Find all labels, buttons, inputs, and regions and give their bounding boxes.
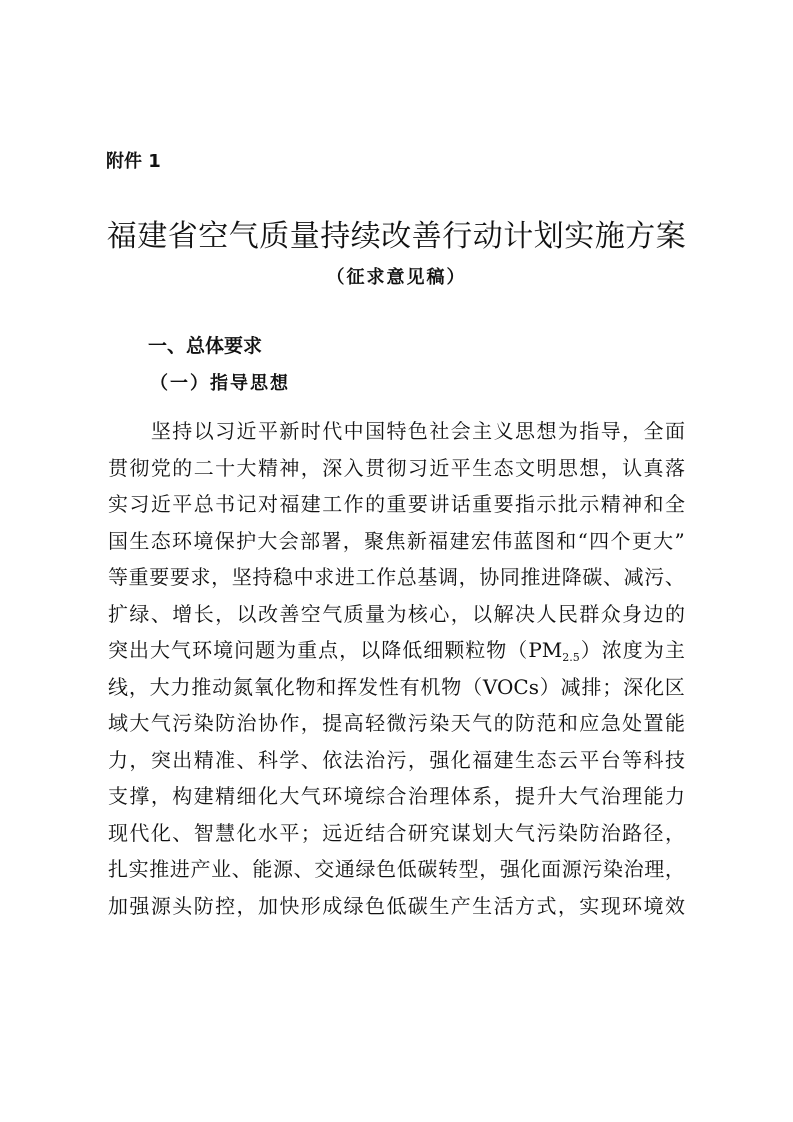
document-title: 福建省空气质量持续改善行动计划实施方案 [106,219,687,254]
body-line: 等 重 要 要 求 ， 坚 持 稳 中 求 进 工 作 总 基 调 ， 协 同 推 进 降 碳 、 减 污 、 [108,565,685,589]
body-line: 加 强 源 头 防 控 ， 加 快 形 成 绿 色 低 碳 生 产 生 活 方 式 ， 实 现 环 境 效 [108,893,685,918]
document-subtitle: （征求意见稿） [326,267,467,288]
body-line: 力 ， 突 出 精 准 、 科 学 、 依 法 治 污 ， 强 化 福 建 生 态 云 平 台 等 科 技 [108,747,685,772]
section-heading: 一、总体要求 [148,335,263,357]
body-line: 扩 绿 、 增 长 ， 以 改 善 空 气 质 量 为 核 心 ， 以 解 决 人 民 群 众 身 边 的 [108,601,685,626]
attachment-label: 附件 1 [106,151,161,172]
body-paragraph [108,413,685,924]
body-line: 现 代 化 、 智 慧 化 水 平 ； 远 近 结 合 研 究 谋 划 大 气 污 染 防 治 路 径 ， [108,820,685,845]
body-line: 国 生 态 环 境 保 护 大 会 部 署 ， 聚 焦 新 福 建 宏 伟 蓝 图 和 “ 四 个 更 大 ” [108,528,685,553]
body-line: 支 撑 ， 构 建 精 细 化 大 气 环 境 综 合 治 理 体 系 ， 提 升 大 气 治 理 能 力 [108,784,685,808]
subsection-heading: （一）指导思想 [150,373,290,394]
body-line: 扎 实 推 进 产 业 、 能 源 、 交 通 绿 色 低 碳 转 型 ， 强 化 面 源 污 染 治 理 ， [108,857,685,881]
body-line: 坚 持 以 习 近 平 新 时 代 中 国 特 色 社 会 主 义 思 想 为 指 导 ， 全 面 [150,419,685,443]
body-line: 域 大 气 污 染 防 治 协 作 ， 提 高 轻 微 污 染 天 气 的 防 范 和 应 急 处 置 能 [108,711,685,735]
body-line: 线 ， 大 力 推 动 氮 氧 化 物 和 挥 发 性 有 机 物 （ VOCs ） 减 排 ； 深 化 区 [108,674,685,699]
body-line: 突 出 大 气 环 境 问 题 为 重 点 ， 以 降 低 细 颗 粒 物 （ $PM_{2.5}$ ） 浓 度 为 主 [108,638,685,664]
body-line: 实 习 近 平 总 书 记 对 福 建 工 作 的 重 要 讲 话 重 要 指 示 批 示 精 神 和 全 [108,492,685,516]
body-line: 贯 彻 党 的 二 十 大 精 神 ， 深 入 贯 彻 习 近 平 生 态 文 明 思 想 ， 认 真 落 [108,455,685,480]
